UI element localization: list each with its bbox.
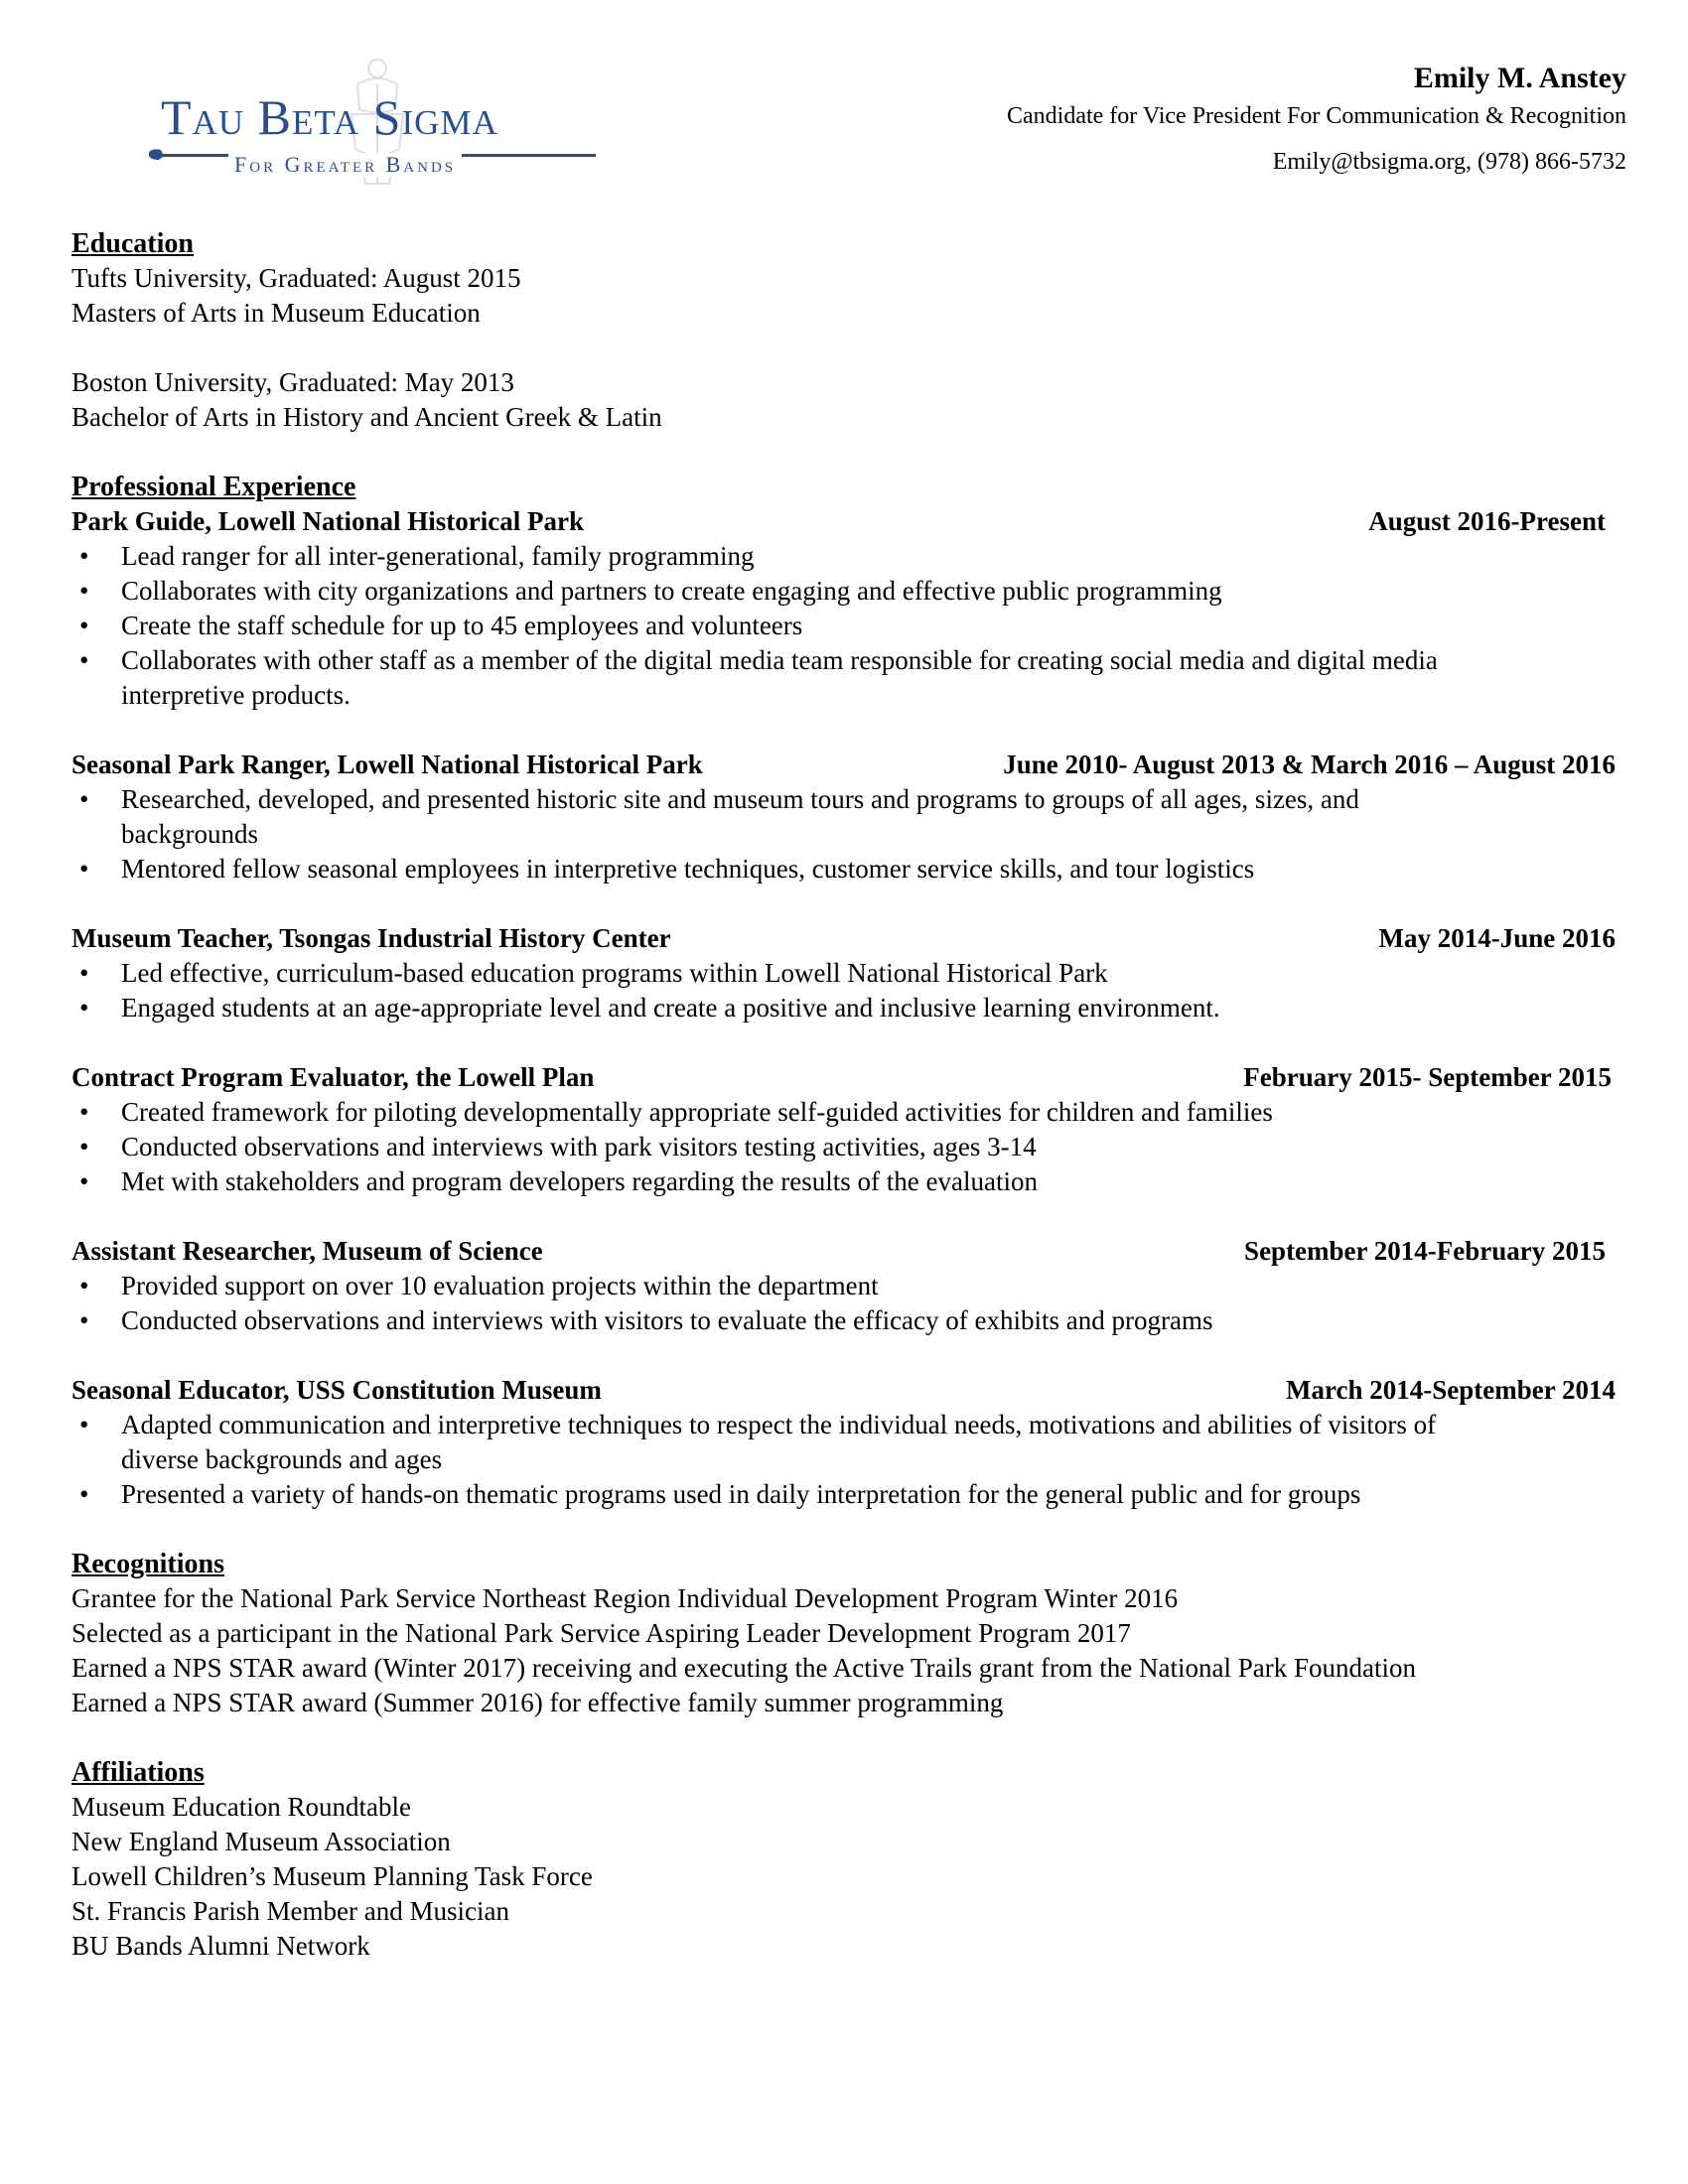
bullet-item: • Create the staff schedule for up to 45 employees and volunteers <box>71 609 1616 643</box>
job-entry <box>71 921 1616 1025</box>
candidate-name: Emily M. Anstey <box>1413 62 1626 94</box>
affiliation-item: Museum Education Roundtable <box>71 1792 411 1822</box>
job-bullets <box>71 1408 1616 1512</box>
education-degree: Masters of Arts in Museum Education <box>71 298 481 328</box>
recognition-item: Earned a NPS STAR award (Winter 2017) receiving and executing the Active Trails grant from the National Park Foundation <box>71 1653 1416 1683</box>
education-entry <box>71 365 1616 435</box>
education-entry <box>71 261 1616 331</box>
recognition-item: Selected as a participant in the National Park Service Aspiring Leader Development Program 2017 <box>71 1618 1131 1648</box>
bullet-icon: • <box>79 541 89 571</box>
education-school: Tufts University, Graduated: August 2015 <box>71 263 521 293</box>
job-title: Assistant Researcher, Museum of Science <box>71 1236 543 1266</box>
job-dates: May 2014-June 2016 <box>1378 923 1616 953</box>
job-entry <box>71 1060 1616 1199</box>
job-dates: March 2014-September 2014 <box>1286 1375 1616 1405</box>
job-title: Seasonal Educator, USS Constitution Museum <box>71 1375 602 1405</box>
job-title: Seasonal Park Ranger, Lowell National Historical Park <box>71 750 703 779</box>
recognitions-heading: Recognitions <box>71 1549 224 1579</box>
job-header <box>71 1373 1616 1408</box>
bullet-item: • Collaborates with city organizations and partners to create engaging and effective public programming <box>71 574 1616 609</box>
job-dates: August 2016-Present <box>1368 506 1606 536</box>
bullet-icon: • <box>79 1271 89 1300</box>
bullet-icon: • <box>79 784 89 814</box>
bullet-item: • Lead ranger for all inter-generational, family programming <box>71 539 1616 574</box>
job-header <box>71 1234 1616 1269</box>
bullet-item: • Adapted communication and interpretive techniques to respect the individual needs, motivations and abilities of visitors of diverse backgrounds and ages <box>79 1410 1437 1474</box>
bullet-item: • Provided support on over 10 evaluation projects within the department <box>71 1269 1616 1303</box>
job-bullets <box>71 1269 1616 1338</box>
bullet-icon: • <box>79 993 89 1023</box>
job-bullets <box>71 1095 1616 1199</box>
bullet-icon: • <box>79 1097 89 1127</box>
bullet-icon: • <box>79 576 89 606</box>
bullet-item: • Conducted observations and interviews with park visitors testing activities, ages 3-14 <box>71 1130 1616 1164</box>
job-entry <box>71 1373 1616 1512</box>
bullet-item: • Mentored fellow seasonal employees in interpretive techniques, customer service skills, and tour logistics <box>71 852 1616 887</box>
bullet-item: • Led effective, curriculum-based education programs within Lowell National Historical Park <box>71 956 1616 991</box>
bullet-icon: • <box>79 854 89 884</box>
bullet-icon: • <box>79 611 89 640</box>
job-title: Museum Teacher, Tsongas Industrial History Center <box>71 923 671 953</box>
job-entry <box>71 504 1616 713</box>
resume-body <box>71 226 1616 1964</box>
affiliation-item: BU Bands Alumni Network <box>71 1931 370 1961</box>
tau-beta-sigma-logo <box>149 55 601 189</box>
bullet-icon: • <box>79 1410 89 1439</box>
job-title: Park Guide, Lowell National Historical Park <box>71 506 584 536</box>
recognition-item: Grantee for the National Park Service Northeast Region Individual Development Program Winter 2016 <box>71 1583 1179 1613</box>
contact-block <box>1007 60 1626 181</box>
education-heading: Education <box>71 228 194 259</box>
affiliation-item: Lowell Children’s Museum Planning Task Force <box>71 1861 593 1891</box>
job-entry <box>71 1234 1616 1338</box>
bullet-icon: • <box>79 1479 89 1509</box>
bullet-item: • Conducted observations and interviews with visitors to evaluate the efficacy of exhibits and programs <box>71 1303 1616 1338</box>
candidate-role: Candidate for Vice President For Communication & Recognition <box>1006 103 1626 129</box>
job-bullets <box>71 539 1616 713</box>
job-dates: September 2014-February 2015 <box>1244 1236 1606 1266</box>
logo-title: Tau Beta Sigma <box>161 89 498 145</box>
contact-email-phone: Emily@tbsigma.org, (978) 866-5732 <box>1272 149 1626 175</box>
education-degree: Bachelor of Arts in History and Ancient Greek & Latin <box>71 402 662 432</box>
job-header <box>71 1060 1616 1095</box>
affiliation-item: St. Francis Parish Member and Musician <box>71 1896 509 1926</box>
bullet-item: • Collaborates with other staff as a member of the digital media team responsible for creating social media and digital media interpretive products. <box>79 645 1438 710</box>
job-bullets <box>71 956 1616 1025</box>
logo-subtitle: For Greater Bands <box>228 153 462 177</box>
job-bullets <box>71 782 1616 887</box>
affiliation-item: New England Museum Association <box>71 1827 451 1856</box>
bullet-item: • Met with stakeholders and program developers regarding the results of the evaluation <box>71 1164 1616 1199</box>
bullet-icon: • <box>79 1305 89 1335</box>
bullet-icon: • <box>79 1166 89 1196</box>
bullet-icon: • <box>79 1132 89 1161</box>
recognition-item: Earned a NPS STAR award (Summer 2016) for effective family summer programming <box>71 1688 1004 1717</box>
bullet-item: • Engaged students at an age-appropriate level and create a positive and inclusive learning environment. <box>71 991 1616 1025</box>
job-entry <box>71 748 1616 887</box>
job-header <box>71 748 1616 782</box>
job-dates: February 2015- September 2015 <box>1243 1062 1612 1092</box>
job-header <box>71 921 1616 956</box>
job-header <box>71 504 1616 539</box>
job-dates: June 2010- August 2013 & March 2016 – August 2016 <box>1003 750 1616 779</box>
bullet-icon: • <box>79 958 89 988</box>
job-title: Contract Program Evaluator, the Lowell Plan <box>71 1062 595 1092</box>
bullet-icon: • <box>79 645 89 675</box>
bullet-item: • Researched, developed, and presented historic site and museum tours and programs to groups of all ages, sizes, and backgrounds <box>79 784 1359 849</box>
education-school: Boston University, Graduated: May 2013 <box>71 367 514 397</box>
experience-heading: Professional Experience <box>71 472 356 502</box>
affiliations-heading: Affiliations <box>71 1757 205 1788</box>
bullet-item: • Created framework for piloting developmentally appropriate self-guided activities for children and families <box>71 1095 1616 1130</box>
bullet-item: • Presented a variety of hands-on thematic programs used in daily interpretation for the general public and for groups <box>71 1477 1616 1512</box>
